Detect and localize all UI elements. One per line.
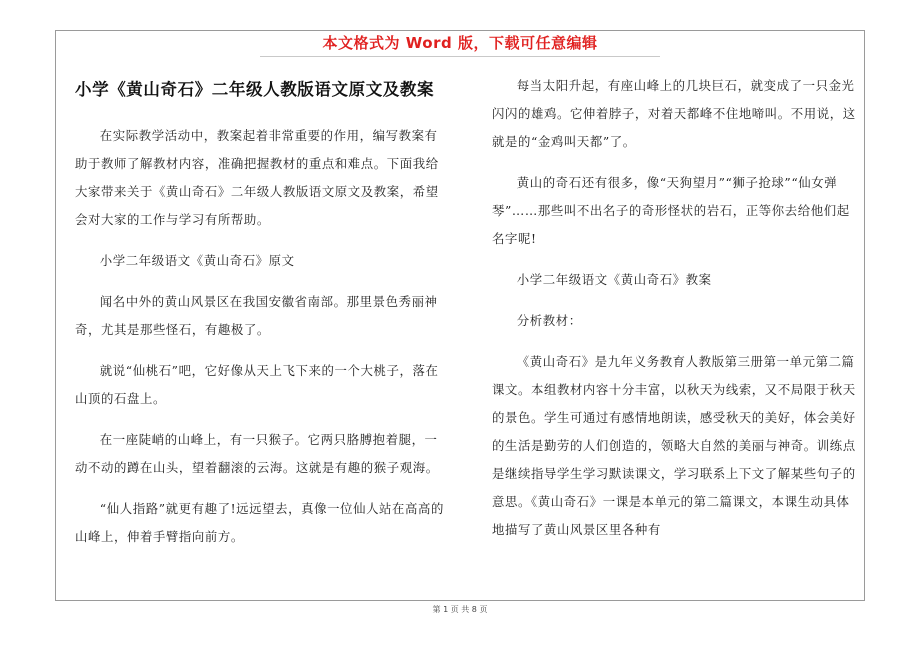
paragraph: 黄山的奇石还有很多，像“天狗望月”“狮子抢球”“仙女弹琴”……那些叫不出名子的奇形怪状的岩石，正等你去给他们起名字呢!	[492, 175, 850, 246]
paragraph: 《黄山奇石》是九年义务教育人教版第三册第一单元第二篇课文。本组教材内容十分丰富，以秋天为线索，又不局限于秋天的景色。学生可通过有感情地朗读，感受秋天的美好，体会美好的生活是勤劳的人们创造的，领略大自然的美丽与神奇。训练点是继续指导学生学习默读课文，学习联系上下文了解某些句子的意思。《黄山奇石》一课是本单元的第二篇课文，本课生动具体地描写了黄山风景区里各种有	[492, 354, 856, 537]
paragraph: 闻名中外的黄山风景区在我国安徽省南部。那里景色秀丽神奇，尤其是那些怪石，有趣极了。	[75, 294, 438, 337]
section-heading: 小学二年级语文《黄山奇石》原文	[99, 253, 295, 268]
page-frame-left	[55, 30, 56, 600]
editable-notice: 本文格式为 Word 版，下载可任意编辑	[322, 34, 598, 52]
page-frame-bottom	[55, 600, 865, 601]
section-heading: 小学二年级语文《黄山奇石》教案	[516, 272, 712, 287]
paragraph: 每当太阳升起，有座山峰上的几块巨石，就变成了一只金光闪闪的雄鸡。它伸着脖子，对着天都峰不住地啼叫。不用说，这就是的“金鸡叫天都”了。	[492, 78, 856, 149]
page-title: 小学《黄山奇石》二年级人教版语文原文及教案	[75, 80, 435, 99]
paragraph: 就说“仙桃石”吧，它好像从天上飞下来的一个大桃子，落在山顶的石盘上。	[75, 363, 439, 406]
page-frame-right	[864, 30, 865, 600]
paragraph: “仙人指路”就更有趣了!远远望去，真像一位仙人站在高高的山峰上，伸着手臂指向前方。	[75, 501, 445, 544]
page-number: 第 1 页 共 8 页	[432, 605, 488, 614]
notice-divider	[260, 56, 660, 57]
left-column	[75, 76, 447, 564]
right-column	[492, 76, 858, 557]
paragraph: 分析教材：	[516, 313, 582, 328]
paragraph: 在实际教学活动中，教案起着非常重要的作用，编写教案有助于教师了解教材内容，准确把握教材的重点和难点。下面我给大家带来关于《黄山奇石》二年级人教版语文原文及教案，希望会对大家的工作与学习有所帮助。	[75, 128, 439, 227]
paragraph: 在一座陡峭的山峰上，有一只猴子。它两只胳膊抱着腿，一动不动的蹲在山头，望着翻滚的云海。这就是有趣的猴子观海。	[75, 432, 439, 475]
page-frame-top	[55, 30, 865, 31]
